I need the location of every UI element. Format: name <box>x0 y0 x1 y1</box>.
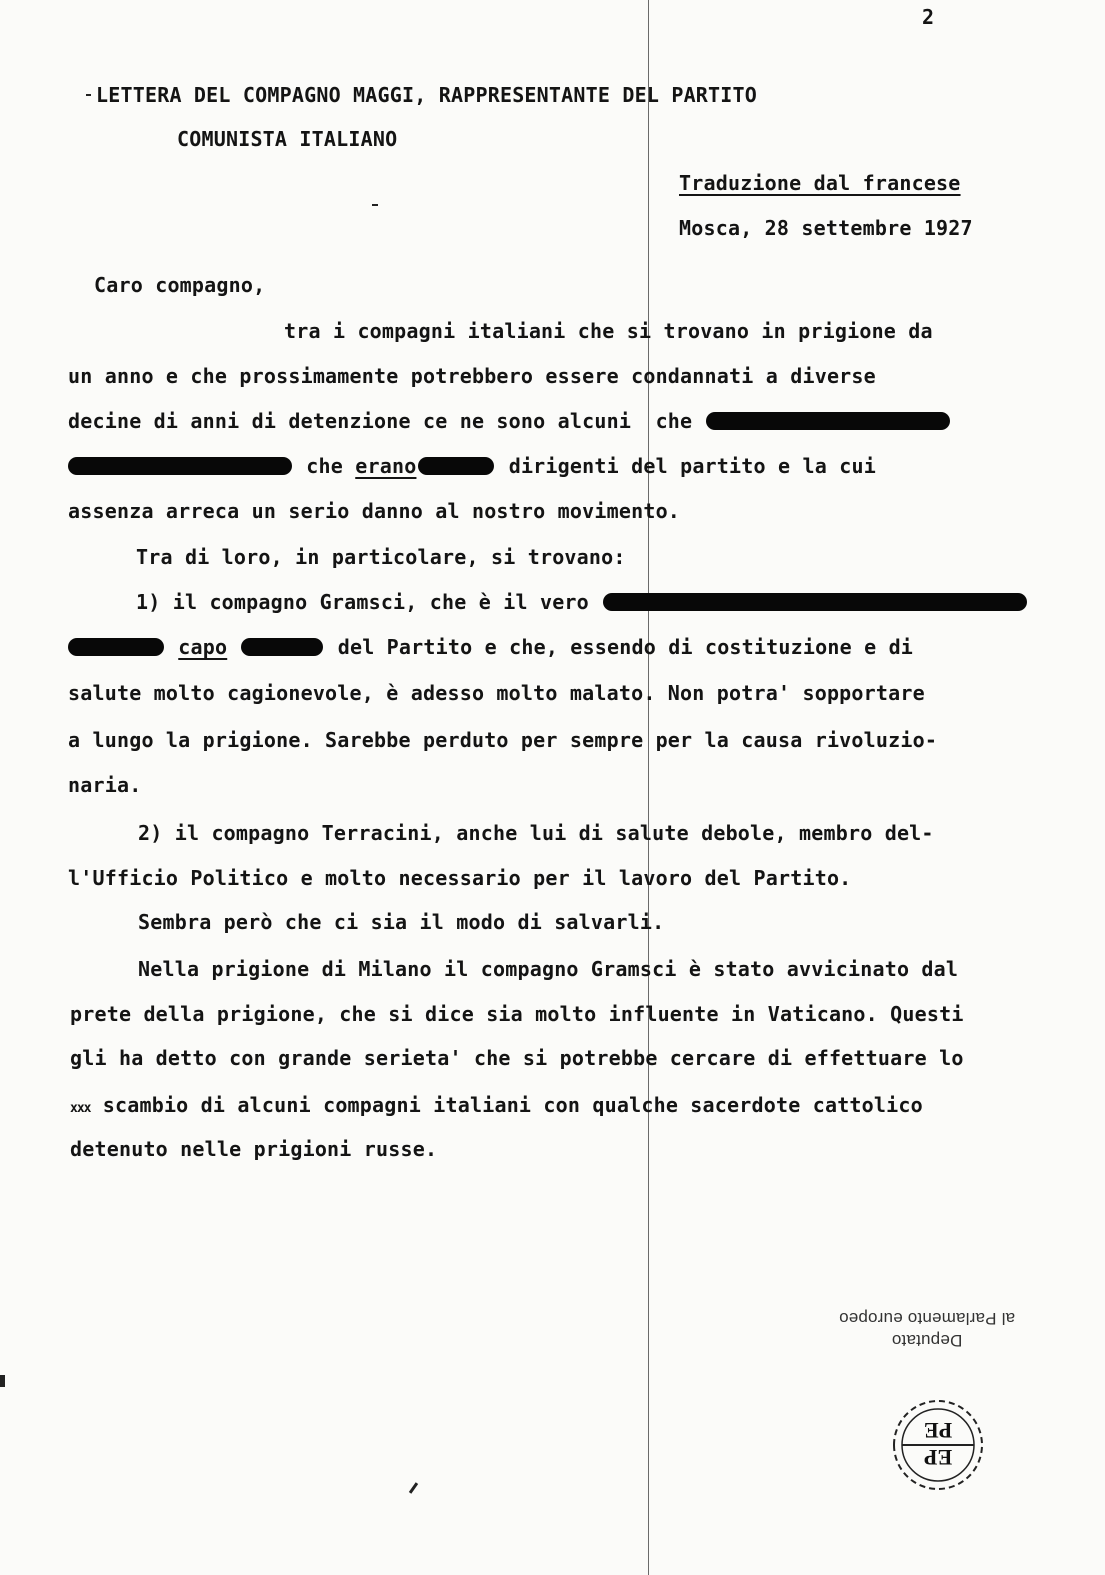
body-text: scambio di alcuni compagni italiani con qualche sacerdote cattolico <box>102 1093 923 1117</box>
body-line: salute molto cagionevole, è adesso molto malato. Non potra' sopportare <box>68 681 925 705</box>
stamp-line-2: al Parlamento europeo <box>838 1309 1016 1328</box>
date-line: Mosca, 28 settembre 1927 <box>679 216 973 240</box>
scan-speck <box>372 204 378 206</box>
body-line: naria. <box>68 773 142 797</box>
body-line <box>68 408 952 434</box>
scan-speck <box>86 94 91 96</box>
stamp-line-1: Deputato <box>891 1331 963 1350</box>
body-text: dirigenti del partito e la cui <box>508 454 876 478</box>
redaction-mark <box>706 412 950 430</box>
parliament-seal-icon <box>888 1395 988 1495</box>
body-line: l'Ufficio Politico e molto necessario per il lavoro del Partito. <box>68 866 852 890</box>
body-text: del Partito e che, essendo di costituzione e di <box>337 635 914 659</box>
body-line: 2) il compagno Terracini, anche lui di salute debole, membro del- <box>138 821 934 845</box>
translation-note: Traduzione dal francese <box>679 171 961 195</box>
body-line: tra i compagni italiani che si trovano in prigione da <box>284 319 933 343</box>
underlined-word: capo <box>178 635 228 659</box>
body-line: a lungo la prigione. Sarebbe perduto per sempre per la causa rivoluzio- <box>68 728 938 752</box>
body-line: detenuto nelle prigioni russe. <box>70 1137 438 1161</box>
body-line <box>66 453 876 479</box>
body-line <box>66 634 913 660</box>
body-line: Tra di loro, in particolare, si trovano: <box>136 545 626 569</box>
body-line: Sembra però che ci sia il modo di salvarli. <box>138 910 665 934</box>
redaction-mark <box>68 457 292 475</box>
body-line: assenza arreca un serio danno al nostro movimento. <box>68 499 681 523</box>
body-text: decine di anni di detenzione ce ne sono alcuni che <box>68 409 693 433</box>
body-line: Nella prigione di Milano il compagno Gramsci è stato avvicinato dal <box>138 957 959 981</box>
scan-speck <box>409 1482 418 1494</box>
heading-line-2: COMUNISTA ITALIANO <box>177 127 398 151</box>
fold-line <box>648 0 649 1575</box>
body-line <box>70 1092 923 1122</box>
seal-letters-bottom: PE <box>923 1418 953 1443</box>
body-line: un anno e che prossimamente potrebbero essere condannati a diverse <box>68 364 876 388</box>
deputy-stamp <box>812 1305 1042 1351</box>
scan-speck <box>0 1375 5 1387</box>
redaction-mark <box>241 638 323 656</box>
body-line <box>136 589 1029 615</box>
redaction-mark <box>68 638 164 656</box>
body-text: che <box>306 454 343 478</box>
redaction-mark <box>418 457 494 475</box>
body-text: 1) il compagno Gramsci, che è il vero <box>136 590 589 614</box>
redaction-mark <box>603 593 1027 611</box>
body-line: prete della prigione, che si dice sia molto influente in Vaticano. Questi <box>70 1002 964 1026</box>
salutation: Caro compagno, <box>94 273 266 297</box>
page-number: 2 <box>922 5 935 29</box>
heading-line-1: LETTERA DEL COMPAGNO MAGGI, RAPPRESENTANTE DEL PARTITO <box>96 83 758 107</box>
body-line: gli ha detto con grande serieta' che si potrebbe cercare di effettuare lo <box>70 1046 964 1070</box>
underlined-word: erano <box>355 454 417 478</box>
seal-letters-top: EP <box>923 1445 953 1470</box>
struck-text: xxx <box>70 1101 91 1116</box>
